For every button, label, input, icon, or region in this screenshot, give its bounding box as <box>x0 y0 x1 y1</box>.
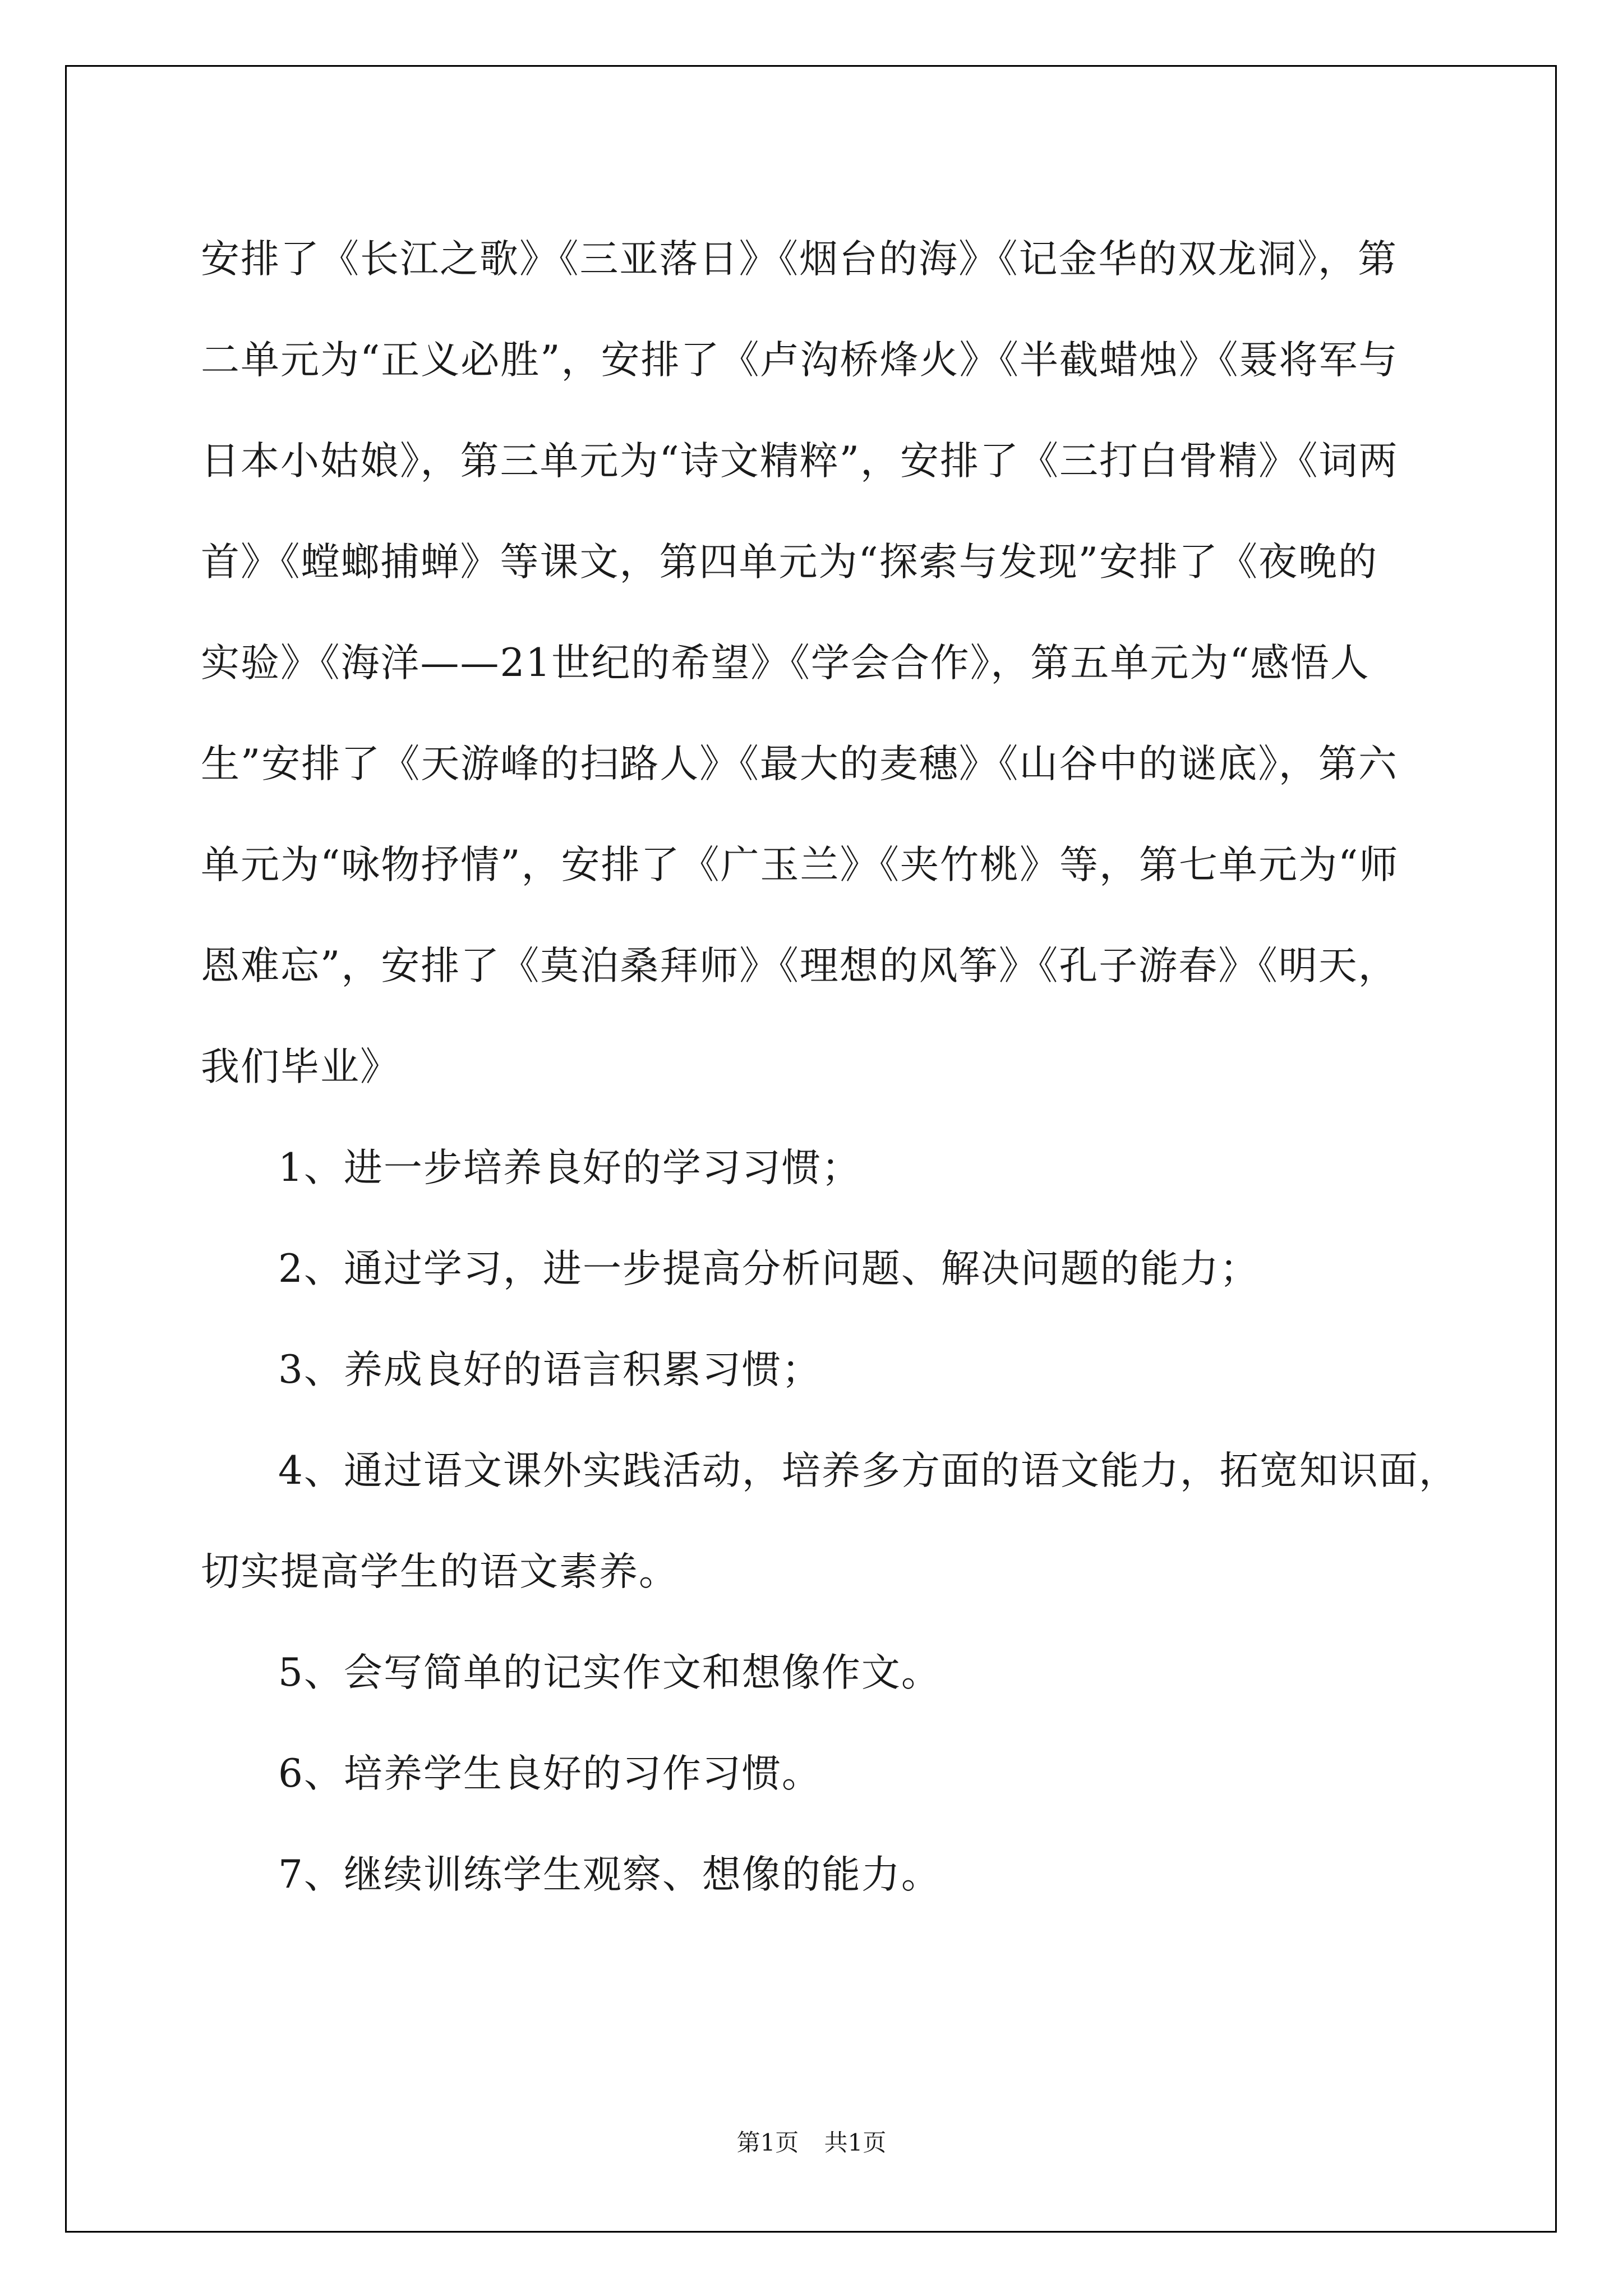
paragraph-line: 单元为“咏物抒情”，安排了《广玉兰》《夹竹桃》等，第七单元为“师 <box>201 843 1399 887</box>
paragraph-line: 生”安排了《天游峰的扫路人》《最大的麦穗》《山谷中的谜底》，第六 <box>201 742 1398 786</box>
paragraph-line: 安排了《长江之歌》《三亚落日》《烟台的海》《记金华的双龙洞》，第 <box>201 237 1398 282</box>
goal-item-4: 4、通过语文课外实践活动，培养多方面的语文能力，拓宽知识面， <box>278 1448 1459 1493</box>
page-total: 共1页 <box>824 2129 887 2156</box>
goal-item-6: 6、培养学生良好的习作习惯。 <box>278 1751 822 1796</box>
goal-item-2: 2、通过学习，进一步提高分析问题、解决问题的能力； <box>278 1246 1260 1291</box>
paragraph-line: 首》《螳螂捕蝉》等课文，第四单元为“探索与发现”安排了《夜晚的 <box>201 540 1378 585</box>
document-body <box>201 209 1459 1925</box>
paragraph-line: 二单元为“正义必胜”，安排了《卢沟桥烽火》《半截蜡烛》《聂将军与 <box>201 338 1399 383</box>
goal-item-5: 5、会写简单的记实作文和想像作文。 <box>278 1650 941 1695</box>
paragraph-line: 实验》《海洋——21世纪的希望》《学会合作》，第五单元为“感悟人 <box>201 641 1370 685</box>
paragraph-line: 我们毕业》 <box>201 1045 400 1089</box>
paragraph-line: 日本小姑娘》，第三单元为“诗文精粹”，安排了《三打白骨精》《词两 <box>201 439 1399 484</box>
goal-item-7: 7、继续训练学生观察、想像的能力。 <box>278 1852 941 1897</box>
goal-item-3: 3、养成良好的语言积累习惯； <box>278 1347 822 1392</box>
goal-item-4-continued: 切实提高学生的语文素养。 <box>201 1549 679 1594</box>
goal-item-1: 1、进一步培养良好的学习习惯； <box>278 1145 861 1190</box>
paragraph-line: 恩难忘”，安排了《莫泊桑拜师》《理想的风筝》《孔子游春》《明天， <box>201 944 1398 988</box>
page-footer <box>0 2126 1623 2160</box>
page-number: 第1页 <box>736 2129 799 2156</box>
